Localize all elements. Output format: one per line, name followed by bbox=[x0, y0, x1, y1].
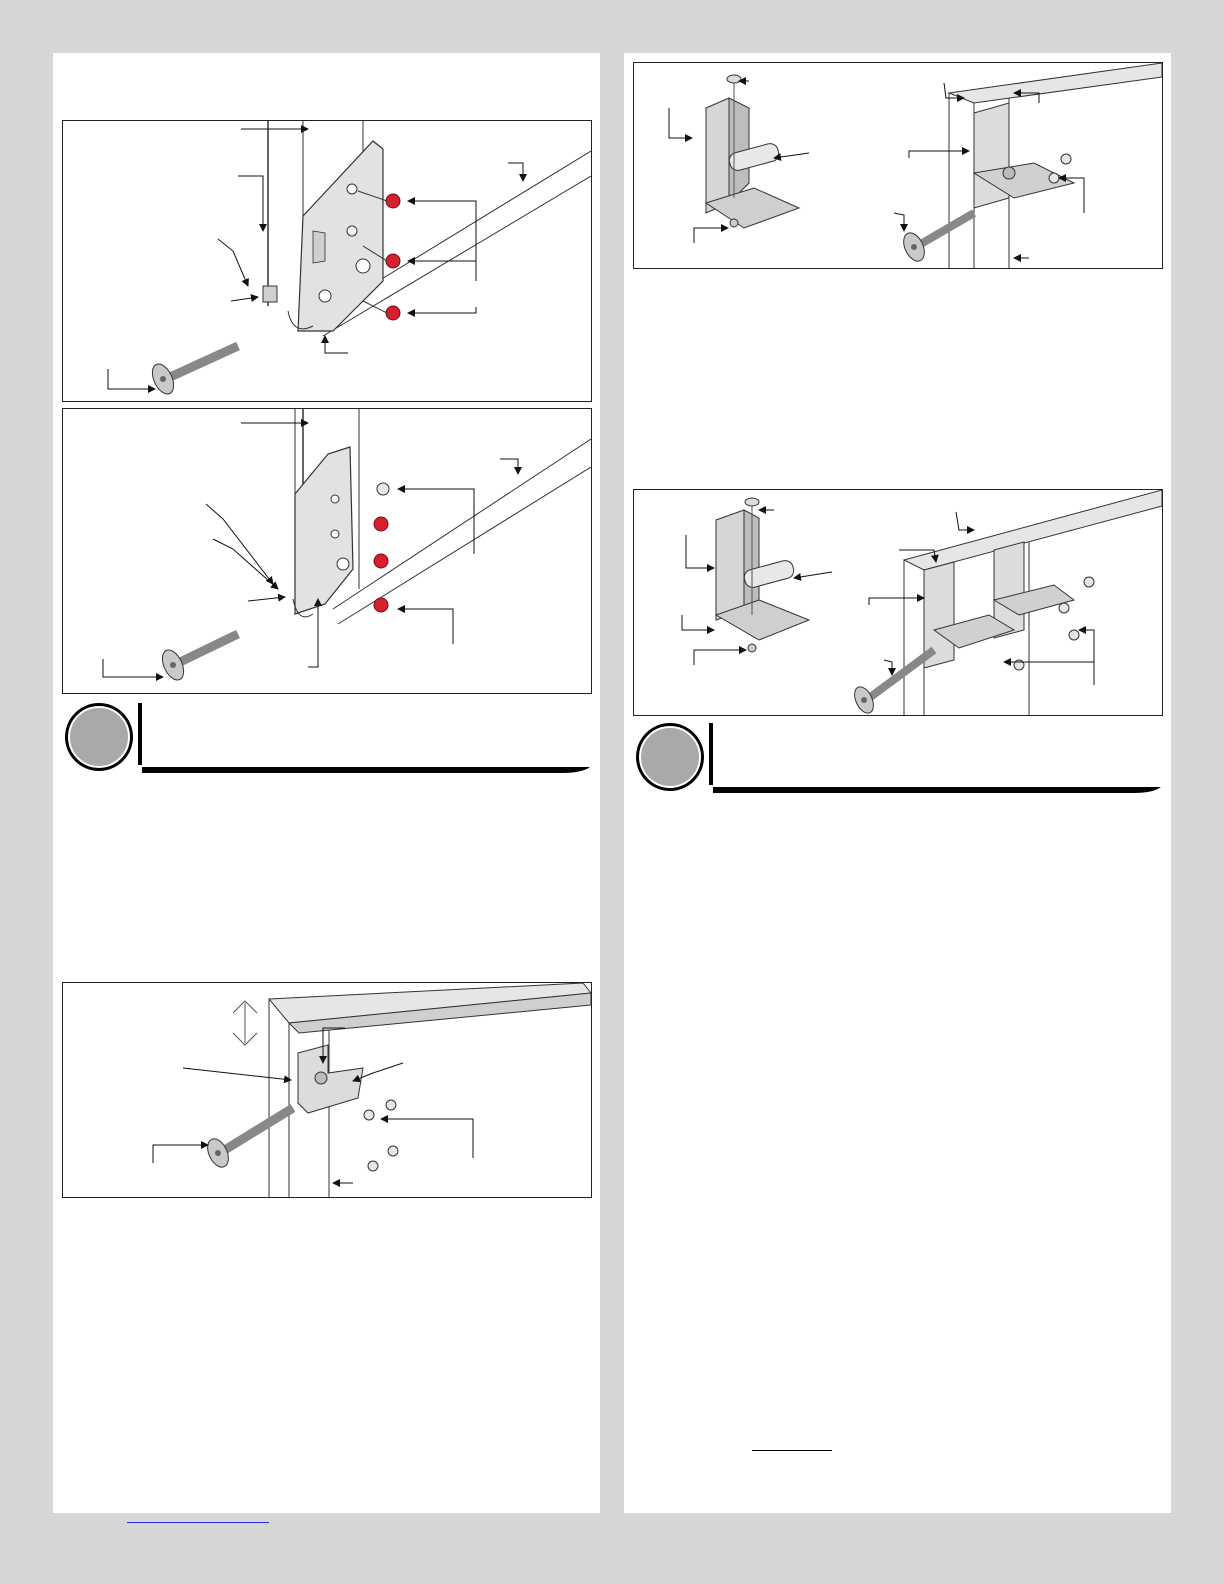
red-highlighted-screw-icon bbox=[374, 598, 388, 612]
roller-icon bbox=[851, 650, 934, 715]
figure-top-fixture bbox=[62, 982, 592, 1198]
bottom-bracket-plate bbox=[298, 141, 383, 331]
red-highlighted-screw-icon bbox=[374, 517, 388, 531]
roller-icon bbox=[900, 213, 974, 264]
step-banner-graphic bbox=[62, 699, 590, 781]
fill-in-blank-line[interactable] bbox=[752, 1450, 832, 1451]
footer-link[interactable] bbox=[127, 1508, 269, 1523]
hinge-icon bbox=[706, 75, 799, 228]
left-page bbox=[53, 53, 600, 1513]
roller-icon bbox=[204, 1108, 293, 1170]
roller-icon bbox=[148, 346, 238, 397]
figure-bottom-fixture-red-screws bbox=[62, 120, 592, 402]
red-highlighted-screw-icon bbox=[374, 554, 388, 568]
figure-bottom-fixture-alternate bbox=[62, 408, 592, 694]
bottom-fixture-alt-illustration bbox=[63, 409, 591, 693]
bottom-fixture-illustration bbox=[63, 121, 591, 401]
hinge-install-illustration bbox=[634, 63, 1162, 268]
right-page bbox=[624, 53, 1171, 1513]
red-highlighted-screw-icon bbox=[363, 301, 400, 320]
step-banner-graphic bbox=[633, 719, 1161, 801]
figure-double-hinge-install bbox=[633, 489, 1163, 716]
double-hinge-illustration bbox=[634, 490, 1162, 715]
top-fixture-illustration bbox=[63, 983, 591, 1197]
figure-hinge-install bbox=[633, 62, 1163, 269]
step-banner bbox=[62, 699, 590, 781]
top-bracket bbox=[298, 1045, 363, 1113]
roller-icon bbox=[158, 634, 238, 683]
step-banner bbox=[633, 719, 1161, 801]
hinge-icon bbox=[716, 498, 809, 652]
